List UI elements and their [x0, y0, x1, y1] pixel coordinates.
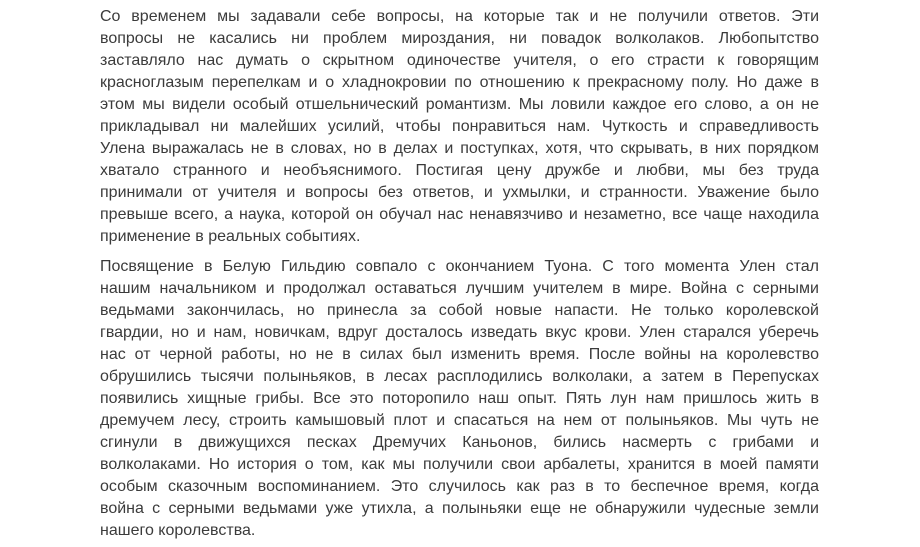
- text-line: Посвящение в Белую Гильдию совпало с окончанием Туона. С того момента Улен стал: [100, 258, 819, 275]
- text-line: вопросы не касались ни проблем мироздания, ни повадок волколаков. Любопытство: [100, 30, 819, 47]
- text-line: волколаками. Но история о том, как мы получили свои арбалеты, хранится в моей памяти: [100, 456, 819, 473]
- text-line: сгинули в движущихся песках Дремучих Каньонов, бились насмерть с грибами и: [100, 434, 819, 451]
- text-line: нашим начальником и продолжал оставаться лучшим учителем в мире. Война с серными: [100, 280, 819, 297]
- text-line: прикладывал ни малейших усилий, чтобы понравиться нам. Чуткость и справедливость: [100, 118, 819, 135]
- text-line: война с серными ведьмами уже утихла, а полыньяки еще не обнаружили чудесные земли: [100, 500, 819, 517]
- text-line: Со временем мы задавали себе вопросы, на которые так и не получили ответов. Эти: [100, 8, 819, 25]
- text-line: обрушились тысячи полыньяков, в лесах расплодились волколаки, а затем в Перепусках: [100, 368, 819, 385]
- text-line: нас от черной работы, но не в силах был изменить время. После войны на королевство: [100, 346, 819, 363]
- text-line: нашего королевства.: [100, 522, 256, 539]
- text-line: принимали от учителя и вопросы без ответов, и ухмылки, и странности. Уважение было: [100, 184, 819, 201]
- text-line: ведьмами закончилась, но принесла за собой новые напасти. Не только королевской: [100, 302, 819, 319]
- text-line: появились хищные грибы. Все это поторопило наш опыт. Пять лун нам пришлось жить в: [100, 390, 819, 407]
- text-line: этом мы видели особый отшельнический романтизм. Мы ловили каждое его слово, а он не: [100, 96, 819, 113]
- text-line: особым сказочным воспоминанием. Это случилось как раз в то беспечное время, когда: [100, 478, 819, 495]
- paragraph-2: [100, 256, 819, 542]
- text-line: хватало странного и необъяснимого. Постигая цену дружбе и любви, мы без труда: [100, 162, 819, 179]
- text-line: превыше всего, а наука, которой он обучал нас ненавязчиво и незаметно, все чаще находила: [100, 206, 819, 223]
- text-line: применение в реальных событиях.: [100, 228, 361, 245]
- text-line: красноглазым перепелкам и о хладнокровии по отношению к прекрасному полу. Но даже в: [100, 74, 819, 91]
- text-line: гвардии, но и нам, новичкам, вдруг досталось изведать вкус крови. Улен старался уберечь: [100, 324, 819, 341]
- paragraph-1: [100, 6, 819, 248]
- text-line: дремучем лесу, строить камышовый плот и спасаться на нем от полыньяков. Мы чуть не: [100, 412, 819, 429]
- text-line: заставляло нас думать о скрытном одиночестве учителя, о его страсти к говорящим: [100, 52, 819, 69]
- text-line: Улена выражалась не в словах, но в делах и поступках, хотя, что скрывать, в них порядком: [100, 140, 819, 157]
